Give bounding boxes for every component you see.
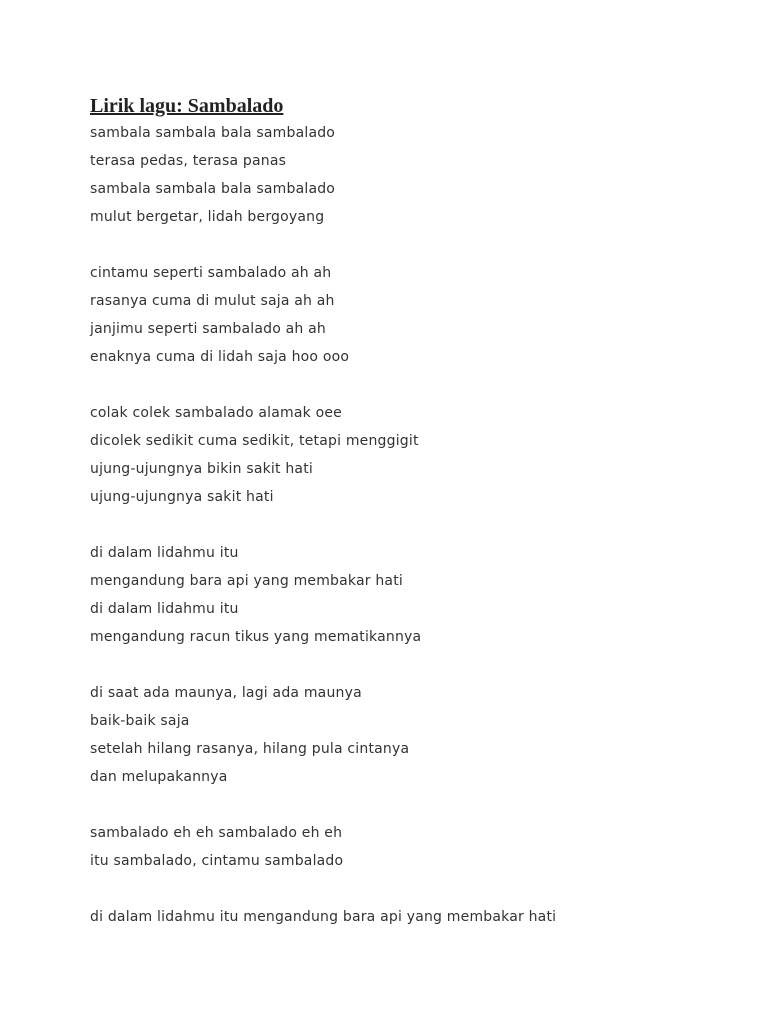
lyric-line: sambala sambala bala sambalado [90, 181, 336, 197]
lyric-line: baik-baik saja [90, 713, 190, 729]
lyric-line: di dalam lidahmu itu [90, 601, 239, 617]
document-title: Lirik lagu: Sambalado [90, 95, 284, 117]
stanza [90, 903, 556, 931]
lyric-line: sambalado eh eh sambalado eh eh [90, 825, 343, 841]
lyric-line: sambala sambala bala sambalado [90, 125, 336, 141]
lyric-line: di dalam lidahmu itu mengandung bara api yang membakar hati [90, 909, 557, 925]
lyric-line: dan melupakannya [90, 769, 228, 785]
lyric-line: rasanya cuma di mulut saja ah ah [90, 293, 335, 309]
lyric-line: enaknya cuma di lidah saja hoo ooo [90, 349, 350, 365]
lyric-line: terasa pedas, terasa panas [90, 153, 287, 169]
stanza [90, 679, 556, 791]
lyric-line: mengandung racun tikus yang mematikannya [90, 629, 422, 645]
lyric-line: setelah hilang rasanya, hilang pula cintanya [90, 741, 410, 757]
lyric-line: itu sambalado, cintamu sambalado [90, 853, 344, 869]
lyric-line: mengandung bara api yang membakar hati [90, 573, 403, 589]
stanza [90, 119, 556, 231]
lyric-line: dicolek sedikit cuma sedikit, tetapi menggigit [90, 433, 419, 449]
document-page [90, 93, 556, 959]
stanza [90, 259, 556, 371]
lyric-line: di saat ada maunya, lagi ada maunya [90, 685, 362, 701]
lyric-line: ujung-ujungnya bikin sakit hati [90, 461, 313, 477]
lyric-line: janjimu seperti sambalado ah ah [90, 321, 326, 337]
stanza [90, 539, 556, 651]
lyrics-body [90, 119, 556, 931]
stanza [90, 399, 556, 511]
lyric-line: cintamu seperti sambalado ah ah [90, 265, 332, 281]
lyric-line: ujung-ujungnya sakit hati [90, 489, 274, 505]
stanza [90, 819, 556, 875]
lyric-line: di dalam lidahmu itu [90, 545, 239, 561]
lyric-line: colak colek sambalado alamak oee [90, 405, 342, 421]
lyric-line: mulut bergetar, lidah bergoyang [90, 209, 325, 225]
